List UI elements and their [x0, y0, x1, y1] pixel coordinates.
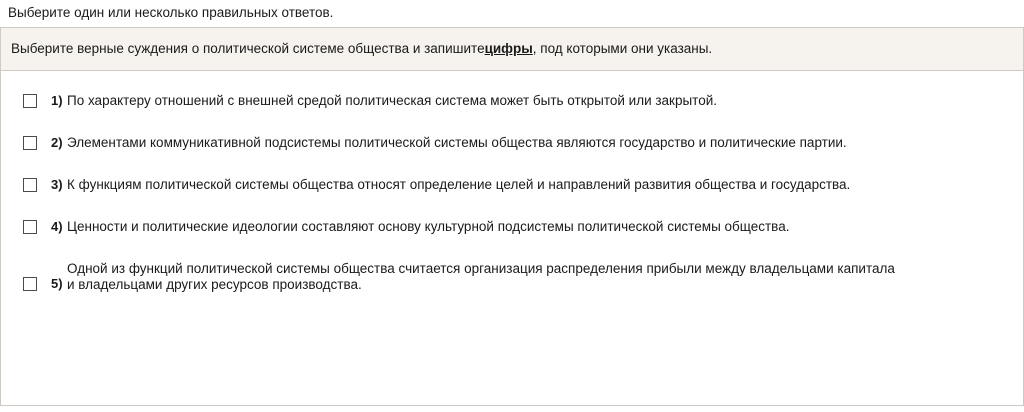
- list-item[interactable]: [1, 135, 1023, 151]
- option-text-5-line2: и владельцами других ресурсов производства.: [67, 277, 362, 292]
- answer-options-list: [0, 71, 1024, 406]
- task-statement-text: [11, 40, 1013, 57]
- option-number-2: 2): [51, 135, 63, 150]
- option-number-4: 4): [51, 219, 63, 234]
- option-text-5: [65, 261, 997, 293]
- option-checkbox-3[interactable]: [23, 178, 37, 192]
- list-item[interactable]: [1, 177, 1023, 193]
- option-text-1: По характеру отношений с внешней средой политическая система может быть открытой или закрытой.: [67, 93, 718, 108]
- option-text-3: К функциям политической системы общества относят определение целей и направлений развития общества и государства.: [67, 177, 851, 192]
- task-statement-box: [0, 27, 1024, 71]
- option-text-5-line1: Одной из функций политической системы общества считается организация распределения прибыли между владельцами капитала: [67, 261, 895, 276]
- list-item[interactable]: [1, 261, 1023, 293]
- option-number-1: 1): [51, 93, 63, 108]
- option-number-5: 5): [51, 276, 63, 291]
- task-text-before: Выберите верные суждения о политической системе общества и запишите: [11, 41, 485, 56]
- option-text-4: Ценности и политические идеологии составляют основу культурной подсистемы политической системы общества.: [67, 219, 790, 234]
- option-checkbox-4[interactable]: [23, 220, 37, 234]
- list-item[interactable]: [1, 93, 1023, 109]
- instruction-text: Выберите один или несколько правильных ответов.: [8, 5, 334, 20]
- task-text-after: , под которыми они указаны.: [532, 41, 713, 56]
- option-checkbox-5[interactable]: [23, 277, 37, 291]
- task-text-highlight: цифры: [484, 41, 533, 56]
- option-number-3: 3): [51, 177, 63, 192]
- list-item[interactable]: [1, 219, 1023, 235]
- option-text-2: Элементами коммуникативной подсистемы политической системы общества являются государство и политические партии.: [67, 135, 847, 150]
- option-checkbox-2[interactable]: [23, 136, 37, 150]
- option-checkbox-1[interactable]: [23, 94, 37, 108]
